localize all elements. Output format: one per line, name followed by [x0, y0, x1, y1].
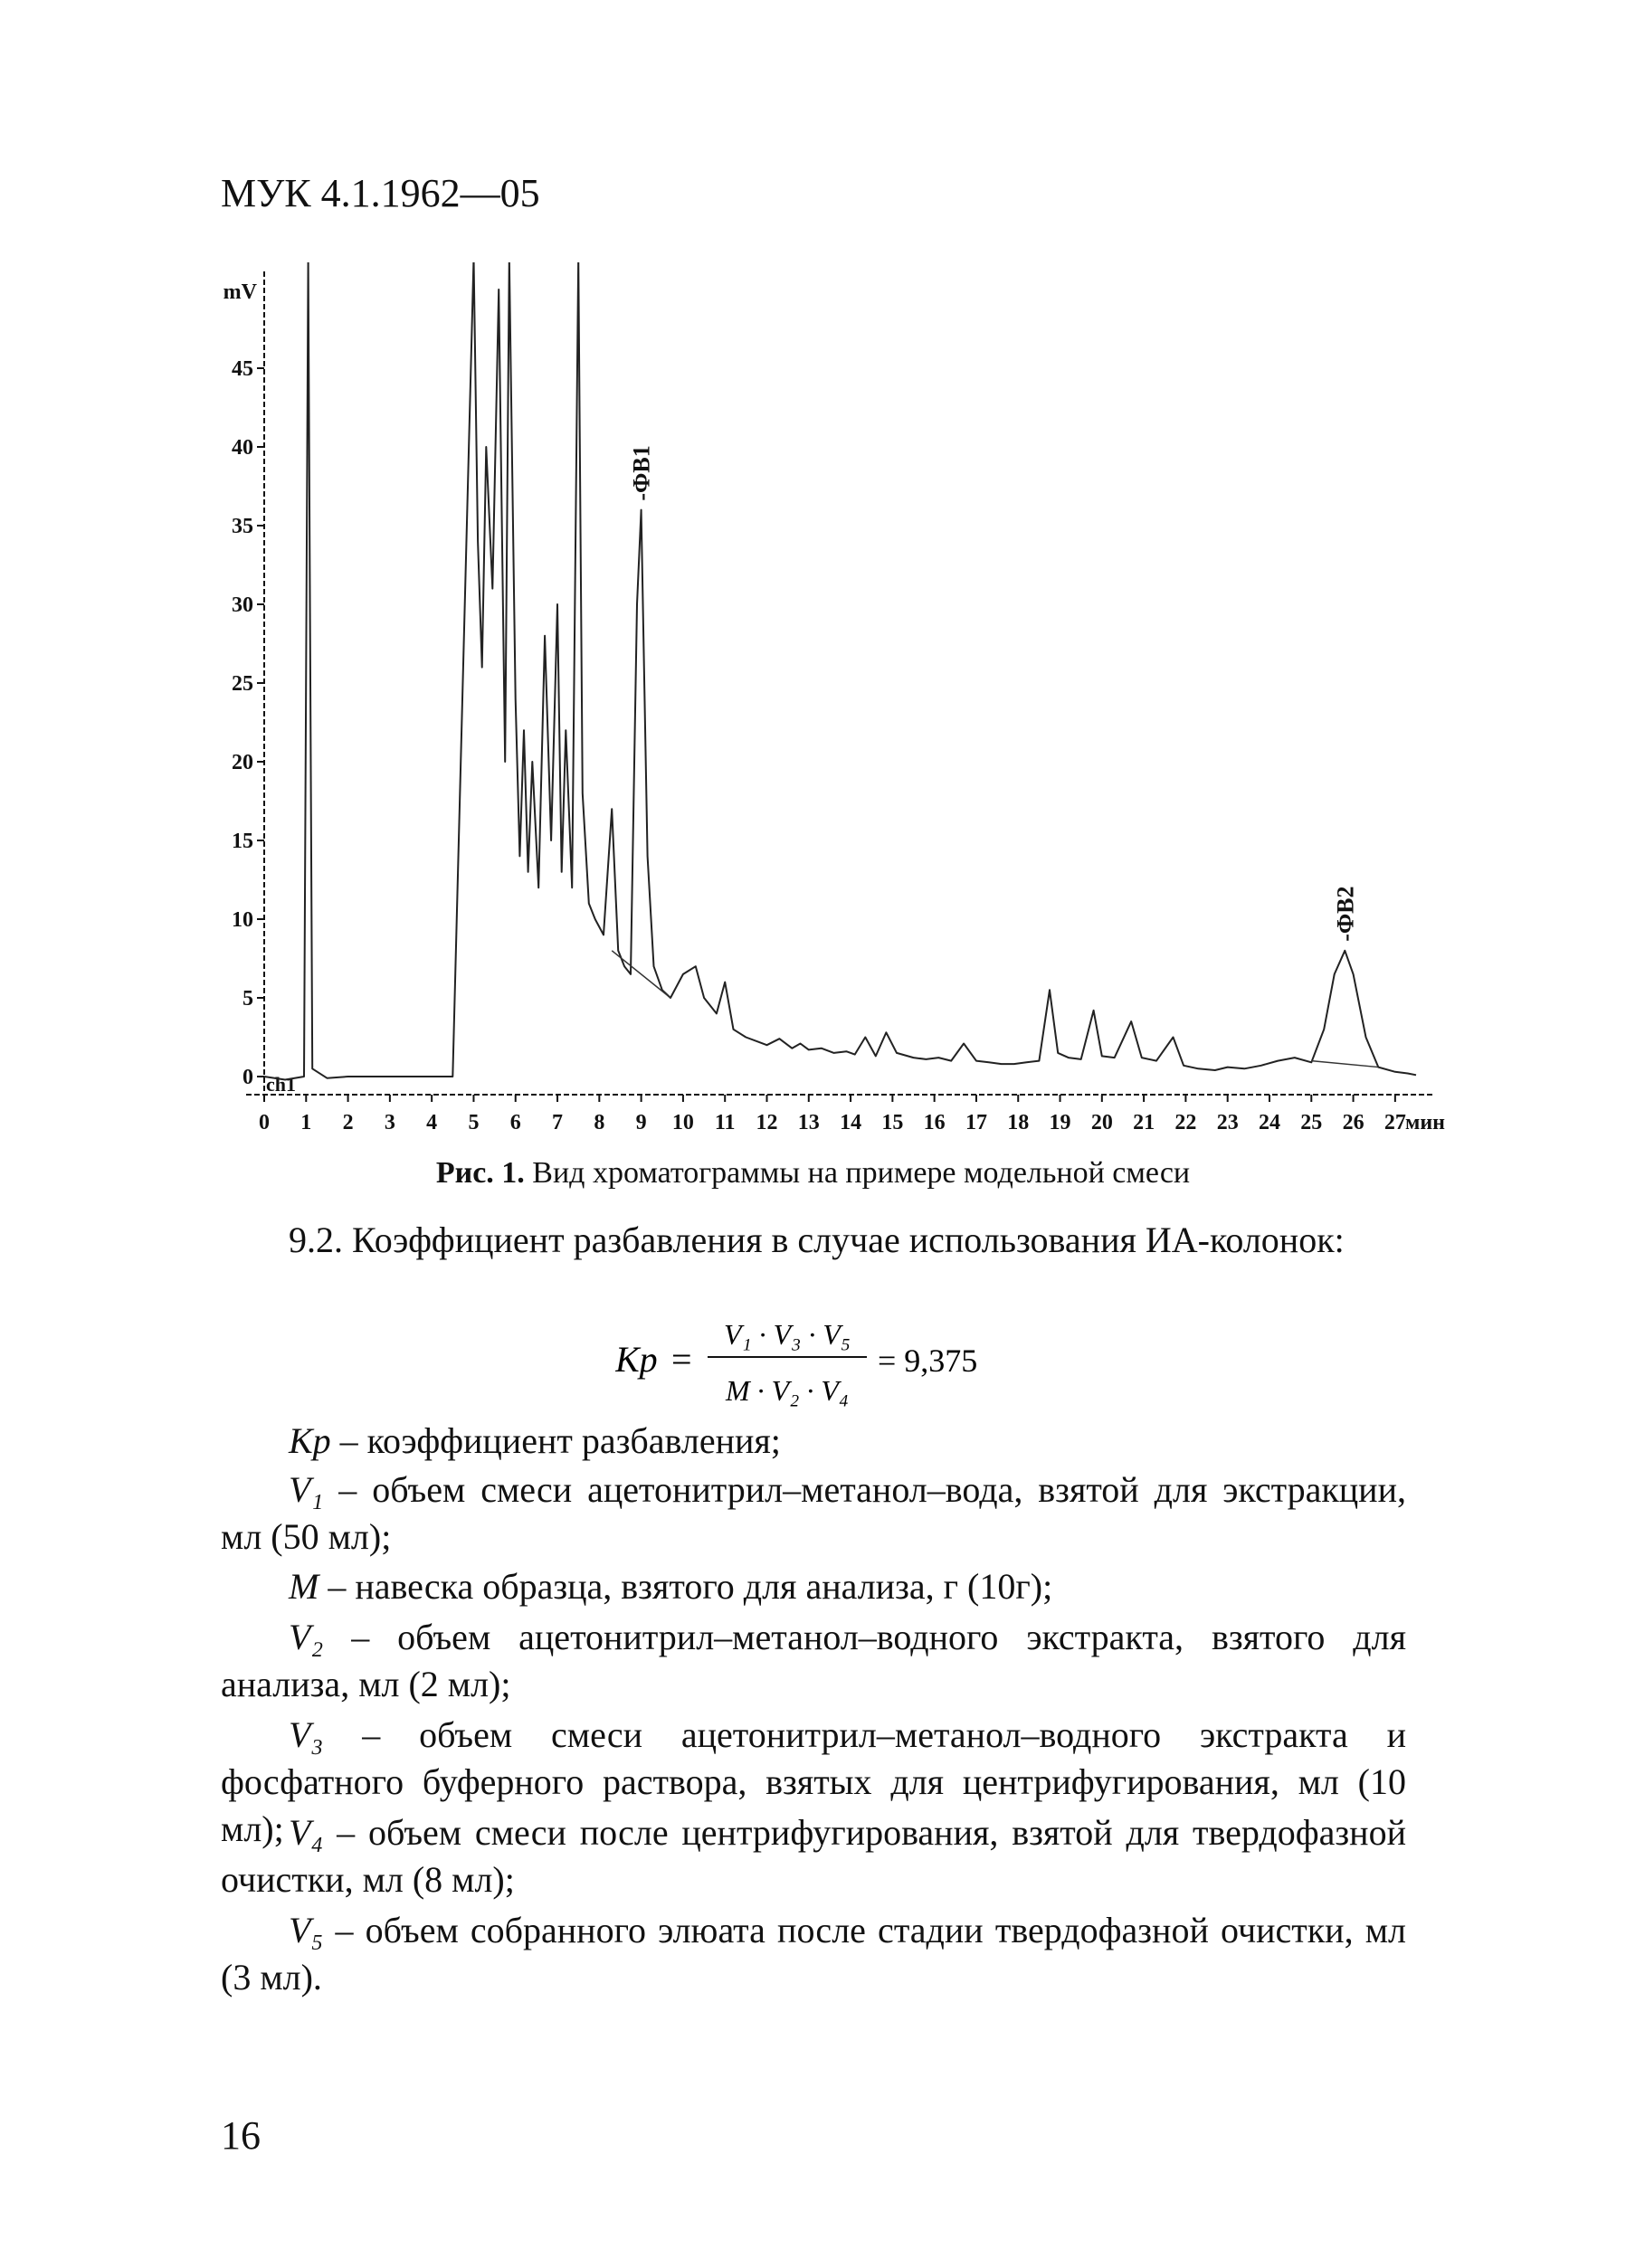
x-tick-label: 0	[259, 1111, 270, 1134]
definition-text: – коэффициент разбавления;	[330, 1420, 781, 1461]
definition-symbol: М	[289, 1566, 319, 1607]
x-tick-label: 3	[384, 1111, 395, 1134]
peak-label: -ФВ1	[628, 445, 655, 501]
x-tick-label: 19	[1049, 1111, 1071, 1134]
x-tick-label: 12	[756, 1111, 778, 1134]
formula-denominator: M · V₂ · V₄	[726, 1374, 849, 1407]
x-tick-label: 26	[1342, 1111, 1365, 1134]
x-tick-label: 1	[300, 1111, 312, 1134]
definition-v1	[221, 1466, 1406, 1561]
x-tick-label: 7	[552, 1111, 564, 1134]
definition-symbol: V₂	[289, 1617, 324, 1657]
formula-result: = 9,375	[878, 1343, 978, 1379]
formula-numerator: V₁ · V₃ · V₅	[723, 1318, 851, 1351]
x-tick-label: 13	[797, 1111, 820, 1134]
peak-label: -ФВ2	[1332, 886, 1359, 942]
definition-symbol: V₅	[289, 1910, 324, 1950]
definition-m	[221, 1563, 1406, 1610]
x-tick-label: 8	[594, 1111, 605, 1134]
definition-text: – объем смеси ацетонитрил–метанол–вода, взятой для экстракции, мл (50 мл);	[221, 1469, 1406, 1557]
definition-text: – объем смеси после центрифугирования, взятой для твердофазной очистки, мл (8 мл);	[221, 1812, 1406, 1900]
y-tick-label: 35	[232, 515, 253, 538]
x-tick-label: 11	[714, 1111, 736, 1134]
integration-baseline	[612, 951, 670, 998]
document-header: МУК 4.1.1962—05	[221, 171, 540, 215]
definition-symbol: V₁	[289, 1469, 324, 1510]
definition-v5	[221, 1907, 1406, 2001]
definition-text: – навеска образца, взятого для анализа, г (10г);	[319, 1566, 1053, 1607]
x-tick-label: 10	[671, 1111, 694, 1134]
x-tick-label: 18	[1007, 1111, 1030, 1134]
x-tick-label: 27	[1384, 1111, 1406, 1134]
chromatogram-trace	[264, 262, 1416, 1080]
definition-symbol: V₄	[289, 1812, 324, 1853]
x-tick-label: 25	[1300, 1111, 1323, 1134]
x-tick-label: 22	[1174, 1111, 1197, 1134]
x-tick-label: 21	[1133, 1111, 1155, 1134]
y-tick-label: 15	[232, 830, 253, 853]
figure-caption-label: Рис. 1.	[435, 1156, 525, 1190]
x-tick-label: 2	[342, 1111, 354, 1134]
page-number: 16	[221, 2113, 261, 2158]
x-tick-label: 5	[468, 1111, 480, 1134]
definition-text: – объем ацетонитрил–метанол–водного экстракта, взятого для анализа, мл (2 мл);	[221, 1617, 1406, 1704]
x-tick-label: 15	[881, 1111, 904, 1134]
x-tick-label: 24	[1258, 1111, 1280, 1134]
svg-text:=: =	[671, 1339, 692, 1380]
definition-v2	[221, 1614, 1406, 1708]
x-tick-label: 20	[1090, 1111, 1113, 1134]
y-tick-label: 40	[232, 436, 253, 460]
x-tick-label: 16	[923, 1111, 946, 1134]
channel-label: ch1	[266, 1073, 296, 1096]
definition-symbol: V₃	[289, 1714, 324, 1755]
x-axis-unit: мин	[1404, 1111, 1446, 1134]
y-tick-label: 20	[232, 751, 253, 774]
x-tick-label: 6	[509, 1111, 521, 1134]
figure-caption	[0, 1156, 1626, 1191]
y-tick-label: 25	[232, 672, 253, 696]
definition-kp	[221, 1418, 1406, 1465]
x-tick-label: 14	[840, 1111, 862, 1134]
definition-text: – объем собранного элюата после стадии твердофазной очистки, мл (3 мл).	[221, 1910, 1406, 1998]
definition-text: – объем смеси ацетонитрил–метанол–водного экстракта и фосфатного буферного раствора, взятых для центрифугирования, мл (10 мл);	[221, 1714, 1406, 1849]
y-tick-label: 45	[232, 357, 253, 381]
x-tick-label: 4	[426, 1111, 438, 1134]
formula-lhs: Кр	[615, 1339, 658, 1380]
figure-caption-text: Вид хроматограммы на примере модельной смеси	[532, 1156, 1191, 1190]
x-tick-label: 23	[1216, 1111, 1239, 1134]
definition-v4	[221, 1809, 1406, 1903]
integration-baseline	[1311, 1061, 1378, 1068]
x-tick-label: 17	[965, 1111, 987, 1134]
x-tick-label: 9	[635, 1111, 647, 1134]
dilution-formula	[615, 1314, 1122, 1413]
y-tick-label: 5	[242, 987, 253, 1011]
y-tick-label: 30	[232, 593, 253, 617]
section-intro: 9.2. Коэффициент разбавления в случае использования ИА-колонок:	[289, 1219, 1345, 1260]
y-tick-label: 10	[232, 908, 253, 932]
chromatogram-chart	[199, 262, 1448, 1149]
definition-symbol: Кр	[289, 1420, 331, 1461]
y-tick-label: 0	[242, 1066, 253, 1089]
y-axis-label: mV	[223, 280, 257, 304]
